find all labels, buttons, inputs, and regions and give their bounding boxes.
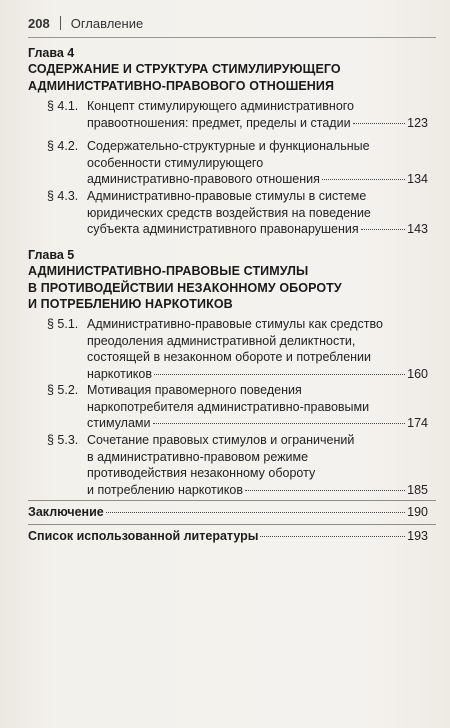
entry-line: Сочетание правовых стимулов и ограничений bbox=[87, 433, 355, 447]
entry-line: Административно-правовые стимулы как средство bbox=[87, 317, 383, 331]
chapter-title-line: АДМИНИСТРАТИВНО-ПРАВОВОГО ОТНОШЕНИЯ bbox=[28, 78, 335, 93]
entry-line: Административно-правовые стимулы в системе bbox=[87, 189, 367, 203]
section-number: § 4.1. bbox=[47, 99, 79, 113]
section-number: § 5.1. bbox=[47, 317, 79, 331]
entry-line: наркотиков bbox=[87, 366, 153, 381]
section-number: § 4.3. bbox=[47, 189, 79, 203]
header-section-title: Оглавление bbox=[70, 15, 144, 31]
chapter-title bbox=[28, 263, 428, 313]
page-ref: 193 bbox=[407, 529, 428, 543]
page-number: 208 bbox=[28, 15, 50, 31]
leader-dots bbox=[245, 490, 405, 491]
leader-dots bbox=[106, 512, 405, 513]
entry-line: стимулами bbox=[87, 416, 151, 430]
chapter-5-heading bbox=[28, 248, 428, 313]
chapter-4-heading bbox=[28, 46, 428, 94]
page-ref: 174 bbox=[407, 416, 428, 430]
entry-line: преодоления административной деликтности, bbox=[87, 333, 356, 348]
section-divider bbox=[28, 524, 436, 525]
page-ref: 185 bbox=[407, 482, 428, 497]
chapter-title bbox=[28, 61, 428, 94]
page-ref: 123 bbox=[407, 115, 428, 130]
leader-dots bbox=[353, 123, 406, 124]
running-header bbox=[28, 13, 428, 33]
section-divider bbox=[28, 500, 436, 501]
toc-entry-conclusion[interactable] bbox=[28, 504, 428, 521]
header-divider bbox=[28, 37, 436, 38]
chapter-title-line: В ПРОТИВОДЕЙСТВИИ НЕЗАКОННОМУ ОБОРОТУ bbox=[28, 280, 342, 295]
page-ref: 190 bbox=[407, 505, 428, 519]
entry-line: в административно-правовом режиме bbox=[87, 449, 309, 464]
toc-entry-5-3[interactable] bbox=[47, 432, 428, 498]
chapter-title-line: СОДЕРЖАНИЕ И СТРУКТУРА СТИМУЛИРУЮЩЕГО bbox=[28, 62, 341, 76]
entry-line: юридических средств воздействия на поведение bbox=[87, 205, 371, 220]
leader-dots bbox=[154, 374, 405, 375]
toc-entry-5-1[interactable] bbox=[47, 316, 428, 382]
entry-line: правоотношения: предмет, пределы и стадии bbox=[87, 115, 351, 130]
page-ref: 134 bbox=[407, 172, 428, 186]
section-number: § 5.3. bbox=[47, 433, 79, 447]
entry-line: Концепт стимулирующего административного bbox=[87, 99, 355, 113]
header-separator bbox=[60, 16, 61, 30]
entry-label: Список использованной литературы bbox=[28, 529, 259, 543]
leader-dots bbox=[260, 536, 405, 537]
entry-line: и потреблению наркотиков bbox=[87, 482, 243, 497]
entry-line: особенности стимулирующего bbox=[87, 155, 264, 170]
leader-dots bbox=[361, 229, 405, 230]
chapter-title-line: И ПОТРЕБЛЕНИЮ НАРКОТИКОВ bbox=[28, 297, 233, 311]
entry-line: административно-правового отношения bbox=[87, 172, 320, 186]
toc-entry-4-2[interactable] bbox=[47, 138, 428, 188]
section-number: § 5.2. bbox=[47, 383, 79, 397]
entry-line: наркопотребителя административно-правовыми bbox=[87, 399, 370, 414]
leader-dots bbox=[153, 423, 406, 424]
entry-line: Содержательно-структурные и функциональные bbox=[87, 139, 370, 153]
entry-label: Заключение bbox=[28, 505, 104, 519]
toc-entry-4-1[interactable] bbox=[47, 98, 428, 131]
section-number: § 4.2. bbox=[47, 139, 79, 153]
page-ref: 143 bbox=[407, 222, 428, 236]
entry-line: противодействия незаконному обороту bbox=[87, 466, 316, 480]
toc-entry-5-2[interactable] bbox=[47, 382, 428, 432]
chapter-label: Глава 4 bbox=[28, 46, 75, 60]
toc-entry-bibliography[interactable] bbox=[28, 528, 428, 545]
chapter-title-line: АДМИНИСТРАТИВНО-ПРАВОВЫЕ СТИМУЛЫ bbox=[28, 264, 309, 278]
chapter-label: Глава 5 bbox=[28, 248, 75, 262]
leader-dots bbox=[322, 179, 405, 180]
toc-entry-4-3[interactable] bbox=[47, 188, 428, 238]
entry-line: субъекта административного правонарушения bbox=[87, 222, 359, 236]
page-ref: 160 bbox=[407, 366, 428, 381]
entry-line: состоящей в незаконном обороте и потреблении bbox=[87, 350, 372, 364]
entry-line: Мотивация правомерного поведения bbox=[87, 383, 302, 397]
